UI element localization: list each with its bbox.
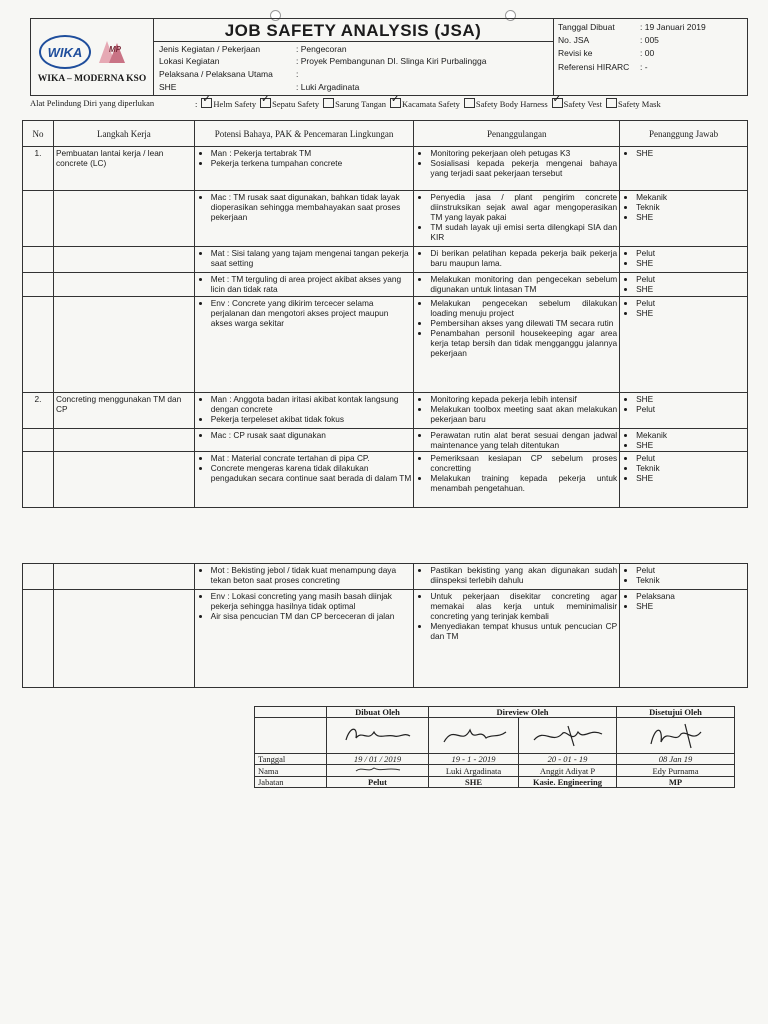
apd-checkbox[interactable]: [606, 98, 617, 108]
table-row: [23, 191, 748, 247]
list-item: • Pelut: [636, 453, 745, 463]
apd-item-label: Sepatu Safety: [272, 99, 320, 109]
cell-controls: [414, 452, 620, 508]
list-item: • Mac : TM rusak saat digunakan, bahkan tidak layak dioperasikan sehingga membahayakan saat proses pekerjaan: [211, 192, 412, 222]
apd-item-label: Safety Vest: [563, 99, 602, 109]
list-item: • Melakukan toolbox meeting saat akan melakukan pekerjaan baru: [430, 404, 617, 424]
list-item: • SHE: [636, 308, 745, 318]
date-review-1: 19 - 1 - 2019: [429, 754, 519, 765]
list-item: • Sosialisasi kepada pekerja mengenai bahaya yang terjadi saat pekerjaan tersebut: [430, 158, 617, 178]
cell-controls: [414, 273, 620, 297]
list-item: • Pembersihan akses yang dilewati TM secara rutin: [430, 318, 617, 328]
moderna-logo-icon: [95, 37, 129, 67]
apd-checkbox[interactable]: [464, 98, 475, 108]
table-row: [23, 273, 748, 297]
cell-step: [53, 590, 194, 688]
cell-pic: [620, 590, 748, 688]
apd-item-label: Sarung Tangan: [335, 99, 387, 109]
cell-hazards: [194, 247, 414, 273]
cell-step: [53, 564, 194, 590]
list-item: • Man : Pekerja tertabrak TM: [211, 148, 412, 158]
svg-text:MP: MP: [109, 45, 121, 54]
cell-no: [23, 452, 54, 508]
apd-row: [30, 98, 748, 112]
meta-hirarc: Referensi HIRARC : -: [558, 62, 648, 72]
cell-step: Pembuatan lantai kerja / lean concrete (LC): [53, 147, 194, 191]
cell-pic: [620, 273, 748, 297]
list-item: • SHE: [636, 440, 745, 450]
list-item: • SHE: [636, 601, 745, 611]
date-review-2: 20 - 01 - 19: [519, 754, 617, 765]
table-row: [23, 452, 748, 508]
list-item: • Penyedia jasa / plant pengirim concrete diinstruksikan sejak awal agar mengoperasikan TM yang layak pakai: [430, 192, 617, 222]
cell-controls: [414, 191, 620, 247]
name-disetujui: Edy Purnama: [617, 765, 735, 777]
cell-no: 1.: [23, 147, 54, 191]
cell-step: [53, 452, 194, 508]
list-item: • Teknik: [636, 463, 745, 473]
cell-step: [53, 191, 194, 247]
field-jenis: Jenis Kegiatan / Pekerjaan : Pengecoran: [159, 44, 347, 54]
meta-no-jsa: No. JSA : 005: [558, 35, 659, 45]
table-row: [23, 393, 748, 429]
apd-checkbox[interactable]: [552, 98, 563, 108]
cell-controls: [414, 147, 620, 191]
direview-oleh-label: Direview Oleh: [429, 707, 617, 718]
list-item: • Teknik: [636, 202, 745, 212]
col-langkah: Langkah Kerja: [53, 121, 194, 147]
cell-hazards: [194, 147, 414, 191]
cell-hazards: [194, 273, 414, 297]
list-item: • Mekanik: [636, 192, 745, 202]
list-item: • Monitoring kepada pekerja lebih intensif: [430, 394, 617, 404]
list-item: • Teknik: [636, 575, 745, 585]
table-row: [23, 297, 748, 393]
list-item: • Env : Lokasi concreting yang masih basah diinjak pekerja sehingga hasilnya tidak optimal: [211, 591, 412, 611]
col-pj: Penanggung Jawab: [620, 121, 748, 147]
list-item: • SHE: [636, 148, 745, 158]
list-item: • Env : Concrete yang dikirim tercecer selama perjalanan dan mengotori akses project maupun akses warga sekitar: [211, 298, 412, 328]
cell-controls: [414, 393, 620, 429]
cell-no: [23, 273, 54, 297]
cell-pic: [620, 147, 748, 191]
list-item: • Monitoring pekerjaan oleh petugas K3: [430, 148, 617, 158]
field-lokasi: Lokasi Kegiatan : Proyek Pembangunan DI. Slinga Kiri Purbalingga: [159, 56, 487, 66]
list-item: • SHE: [636, 473, 745, 483]
page-title: JOB SAFETY ANALYSIS (JSA): [153, 19, 553, 42]
cell-controls: [414, 297, 620, 393]
list-item: • Pelut: [636, 565, 745, 575]
list-item: • SHE: [636, 284, 745, 294]
list-item: • Melakukan training kepada pekerja untuk menambah pengetahuan.: [430, 473, 617, 493]
list-item: • Mat : Sisi talang yang tajam mengenai tangan pekerja saat setting: [211, 248, 412, 268]
list-item: • Concrete mengeras karena tidak dilakukan pengadukan secara continue saat berada di dalam TM: [211, 463, 412, 483]
table-row: [23, 429, 748, 452]
disetujui-oleh-label: Disetujui Oleh: [617, 707, 735, 718]
cell-pic: [620, 191, 748, 247]
signature-disetujui: [617, 718, 735, 754]
date-disetujui: 08 Jan 19: [617, 754, 735, 765]
list-item: • Mac : CP rusak saat digunakan: [211, 430, 412, 440]
jsa-header: [30, 18, 748, 96]
apd-label: Alat Pelindung Diri yang diperlukan: [30, 98, 155, 108]
list-item: • Pelut: [636, 248, 745, 258]
apd-item-label: Helm Safety: [213, 99, 257, 109]
table-row: [23, 564, 748, 590]
cell-hazards: [194, 564, 414, 590]
list-item: • Perawatan rutin alat berat sesuai dengan jadwal maintenance yang telah ditentukan: [430, 430, 617, 450]
cell-no: [23, 247, 54, 273]
col-no: No: [23, 121, 54, 147]
list-item: • Di berikan pelatihan kepada pekerja baik pekerja baru maupun lama.: [430, 248, 617, 268]
table-row: [23, 147, 748, 191]
name-review-1: Luki Argadinata: [429, 765, 519, 777]
apd-checkbox[interactable]: [390, 98, 401, 108]
field-pelaksana: Pelaksana / Pelaksana Utama :: [159, 69, 299, 79]
signature-review-2: [519, 718, 617, 754]
cell-hazards: [194, 590, 414, 688]
list-item: • Mat : Material concrate tertahan di pipa CP.: [211, 453, 412, 463]
list-item: • Penambahan personil housekeeping agar area kerja tetap bersih dan tidak mengganggu jalannya pekerjaan: [430, 328, 617, 358]
jsa-meta: [553, 19, 750, 95]
role-review-1: SHE: [429, 777, 519, 788]
date-dibuat: 19 / 01 / 2019: [327, 754, 429, 765]
list-item: • Met : TM terguling di area project akibat akses yang licin dan tidak rata: [211, 274, 412, 294]
list-item: • Pelut: [636, 404, 745, 414]
role-dibuat: Pelut: [327, 777, 429, 788]
cell-step: Concreting menggunakan TM dan CP: [53, 393, 194, 429]
dibuat-oleh-label: Dibuat Oleh: [327, 707, 429, 718]
row-tanggal: Tanggal: [255, 754, 327, 765]
cell-step: [53, 273, 194, 297]
cell-pic: [620, 297, 748, 393]
cell-hazards: [194, 452, 414, 508]
cell-controls: [414, 247, 620, 273]
meta-tanggal: Tanggal Dibuat : 19 Januari 2019: [558, 22, 706, 32]
cell-pic: [620, 564, 748, 590]
apd-item-label: Kacamata Safety: [402, 99, 460, 109]
list-item: • Mekanik: [636, 430, 745, 440]
cell-controls: [414, 429, 620, 452]
cell-no: [23, 297, 54, 393]
wika-logo: WIKA: [39, 35, 91, 69]
signature-dibuat: [327, 718, 429, 754]
cell-hazards: [194, 429, 414, 452]
name-dibuat: [327, 765, 429, 777]
cell-pic: [620, 393, 748, 429]
cell-pic: [620, 247, 748, 273]
cell-no: 2.: [23, 393, 54, 429]
list-item: • SHE: [636, 212, 745, 222]
list-item: • Pemeriksaan kesiapan CP sebelum proses concretting: [430, 453, 617, 473]
cell-hazards: [194, 393, 414, 429]
list-item: • Man : Anggota badan iritasi akibat kontak langsung dengan concrete: [211, 394, 412, 414]
apd-item-label: Safety Mask: [617, 99, 661, 109]
cell-no: [23, 590, 54, 688]
cell-no: [23, 564, 54, 590]
cell-step: [53, 297, 194, 393]
list-item: • Air sisa pencucian TM dan CP berceceran di jalan: [211, 611, 412, 621]
col-penanggulangan: Penanggulangan: [414, 121, 620, 147]
list-item: • Menyediakan tempat khusus untuk pencucian CP dan TM: [430, 621, 617, 641]
cell-no: [23, 191, 54, 247]
list-item: • SHE: [636, 258, 745, 268]
table-row: [23, 247, 748, 273]
apd-checkbox[interactable]: [260, 98, 271, 108]
cell-pic: [620, 452, 748, 508]
cell-no: [23, 429, 54, 452]
table-row: [23, 590, 748, 688]
list-item: • Pelut: [636, 298, 745, 308]
list-item: • Untuk pekerjaan disekitar concreting agar memakai alas kerja untuk meminimalisir concreting yang terinjak kembali: [430, 591, 617, 621]
list-item: • Pelut: [636, 274, 745, 284]
cell-hazards: [194, 297, 414, 393]
role-review-2: Kasie. Engineering: [519, 777, 617, 788]
apd-item-label: Safety Body Harness: [475, 99, 548, 109]
list-item: • Pastikan bekisting yang akan digunakan sudah diinspeksi terlebih dahulu: [430, 565, 617, 585]
apd-checklist: :✓ Helm Safety✓ Sepatu Safety Sarung Tangan✓ Kacamata Safety Safety Body Harness✓ Safety Vest Safety Mask: [195, 98, 661, 109]
jsa-table: [22, 120, 748, 508]
list-item: • TM sudah layak uji emisi serta dilengkapi SIA dan KIR: [430, 222, 617, 242]
signature-table: [254, 706, 735, 788]
signature-review-1: [429, 718, 519, 754]
list-item: • Mot : Bekisting jebol / tidak kuat menampung daya tekan beton saat proses concreting: [211, 565, 412, 585]
meta-revisi: Revisi ke : 00: [558, 48, 655, 58]
field-she: SHE : Luki Argadinata: [159, 82, 360, 92]
apd-checkbox[interactable]: [201, 98, 212, 108]
cell-pic: [620, 429, 748, 452]
role-disetujui: MP: [617, 777, 735, 788]
company-name: WIKA – MODERNA KSO: [37, 74, 147, 84]
logo-area: [31, 19, 154, 95]
list-item: • Pekerja terpeleset akibat tidak fokus: [211, 414, 412, 424]
list-item: • SHE: [636, 394, 745, 404]
cell-step: [53, 429, 194, 452]
list-item: • Melakukan pengecekan sebelum dilakukan loading menuju project: [430, 298, 617, 318]
cell-controls: [414, 564, 620, 590]
cell-controls: [414, 590, 620, 688]
list-item: • Melakukan monitoring dan pengecekan sebelum digunakan untuk lintasan TM: [430, 274, 617, 294]
list-item: • Pelaksana: [636, 591, 745, 601]
col-potensi: Potensi Bahaya, PAK & Pencemaran Lingkungan: [194, 121, 414, 147]
list-item: • Pekerja terkena tumpahan concrete: [211, 158, 412, 168]
row-nama: Nama: [255, 765, 327, 777]
row-jabatan: Jabatan: [255, 777, 327, 788]
cell-step: [53, 247, 194, 273]
apd-checkbox[interactable]: [323, 98, 334, 108]
jsa-table-continued: [22, 563, 748, 688]
name-review-2: Anggit Adiyat P: [519, 765, 617, 777]
cell-hazards: [194, 191, 414, 247]
